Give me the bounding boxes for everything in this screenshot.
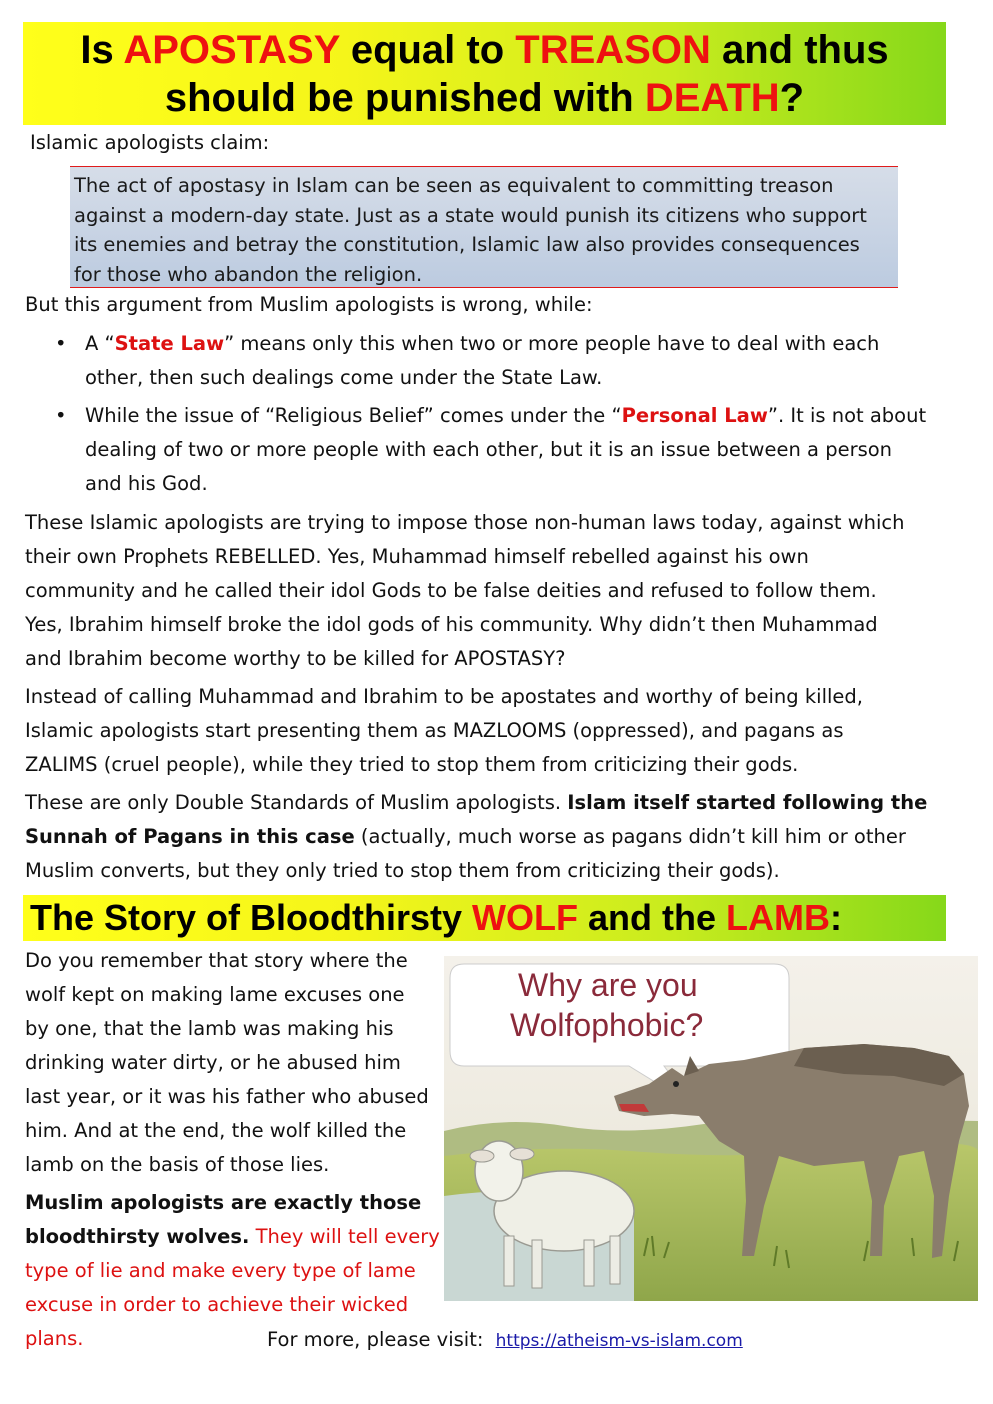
page-title-line-1: Is APOSTASY equal to TREASON and thus <box>80 28 889 72</box>
footer-visit-label: For more, please visit: <box>267 1328 484 1351</box>
story-title-banner: The Story of Bloodthirsty WOLF and the LAMB: <box>23 895 946 941</box>
bubble-text-line-1: Why are you <box>518 967 698 1003</box>
footer-visit <box>267 1323 743 1358</box>
page-title-line-2: should be punished with DEATH? <box>164 76 805 120</box>
rebuttal-intro: But this argument from Muslim apologists is wrong, while: <box>25 293 593 316</box>
story-paragraph: Do you remember that story where the wolf kept on making lame excuses one by one, that the lamb was making his drinking water dirty, or he abused him last year, or it was his father who abused him. And at the end, the wolf killed the lamb on the basis of those lies. <box>25 949 429 1176</box>
quote-line: The act of apostasy in Islam can be seen as equivalent to committing treason <box>74 174 834 197</box>
paragraph-mazlooms: Instead of calling Muhammad and Ibrahim to be apostates and worthy of being killed, Islamic apologists start presenting them as MAZLOOMS (oppressed), and pagans as ZALIMS (cruel people), while they tried to stop them from criticizing their gods. <box>25 685 863 776</box>
page-title-banner <box>23 22 946 125</box>
quote-line: for those who abandon the religion. <box>74 262 423 286</box>
quote-line: its enemies and betray the constitution, Islamic law also provides consequences <box>74 233 860 256</box>
personal-law-term: Personal Law <box>621 404 768 427</box>
state-law-term: State Law <box>114 332 225 355</box>
apologist-quote-box <box>70 166 898 288</box>
bullet-personal-law: While the issue of “Religious Belief” comes under the “Personal Law”. It is not about dealing of two or more people with each other, but it is an issue between a person and his God. <box>85 404 927 495</box>
quote-line: against a modern-day state. Just as a state would punish its citizens who support <box>74 203 867 227</box>
paragraph-prophets-rebelled: These Islamic apologists are trying to impose those non-human laws today, against which their own Prophets REBELLED. Yes, Muhammad himself rebelled against his own community and he called their idol Gods to be false deities and refused to follow them. Yes, Ibrahim himself broke the idol gods of his community. Why didn’t then Muhammad and Ibrahim become worthy to be killed for APOSTASY? <box>25 511 905 670</box>
bullet-state-law: A “State Law” means only this when two or more people have to deal with each other, then such dealings come under the State Law. <box>85 332 880 389</box>
paragraph-double-standards: These are only Double Standards of Muslim apologists. Islam itself started following the Sunnah of Pagans in this case (actually, much worse as pagans didn’t kill him or other Muslim converts, but they only tried to stop them from criticizing their gods). <box>25 791 928 882</box>
bubble-text-line-2: Wolfophobic? <box>510 1007 704 1043</box>
claim-intro: Islamic apologists claim: <box>30 131 270 154</box>
wolf-lamb-cartoon <box>444 956 978 1301</box>
story-conclusion: Muslim apologists are exactly those bloodthirsty wolves. They will tell every type of lie and make every type of lame excuse in order to achieve their wicked plans. <box>25 1191 440 1350</box>
website-link[interactable]: https://atheism-vs-islam.com <box>495 1331 743 1351</box>
bullet-marker: • <box>55 332 67 355</box>
bullet-marker: • <box>55 404 67 427</box>
